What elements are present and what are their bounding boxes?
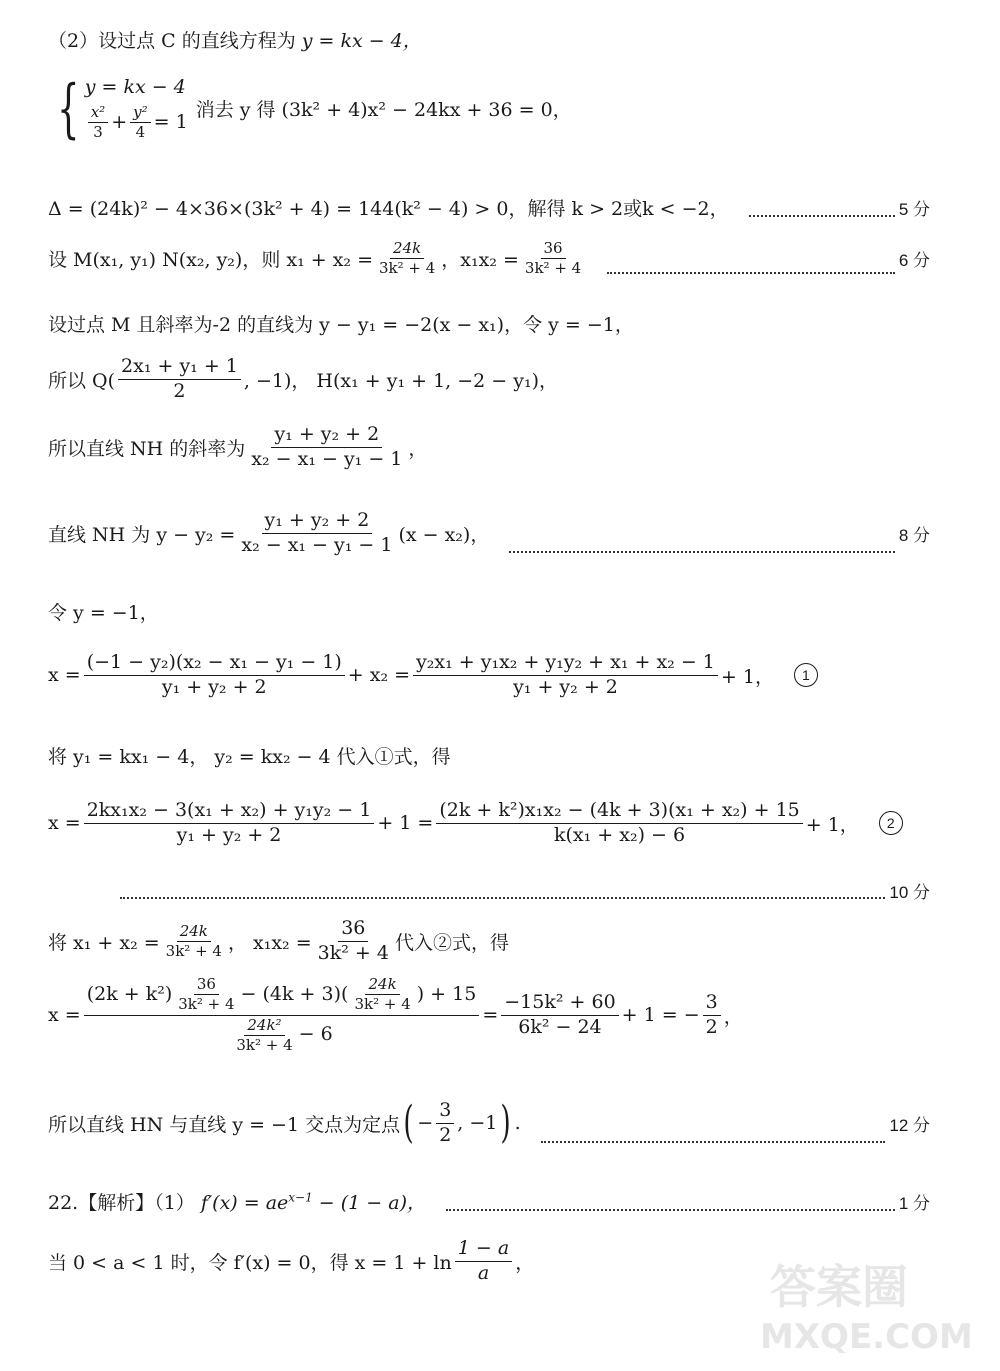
eq3-end: ， [723,1005,743,1028]
equation-2-line [48,800,930,847]
score-10-line [120,878,930,903]
vieta-line [48,240,930,278]
eq2-mid: + 1 = [377,812,434,835]
dotted-leader [446,1209,895,1211]
system-line [48,71,930,146]
score-1: 1 分 [898,1194,930,1213]
vieta-sum-fraction: $\frac{24k}{\text{3k² + 4}}$ [379,239,436,278]
q-prefix: 所以 Q( [48,369,116,392]
last-prefix: 当 0 < a < 1 时，令 f′(x) = 0，得 x = 1 + ln [48,1251,452,1274]
brace-icon: { [57,71,80,146]
question-22-line [48,1188,930,1215]
eq1-fraction-1: $\frac{\text{(−1 − y₂)(x₂ − x₁ − y₁ − 1)}}{\text{y₁ + y₂ + 2}}$ [84,652,345,699]
last-fraction: $\frac{1 - a}{a}$ [455,1238,512,1285]
slope-text: 设过点 M 且斜率为-2 的直线为 y − y₁ = −2(x − x₁)，令 y = −1， [48,314,634,336]
equation-3-line [48,976,930,1054]
system-row-2: $\frac{\text{x²}}{3}$ + $\frac{\text{y²}}{4}$ = 1 [85,104,188,142]
conclusion-fraction: $\frac{3}{2}$ [436,1100,454,1147]
svg-text:答案圈: 答案圈 [770,1260,908,1314]
conclusion-dot: . [514,1112,521,1135]
svg-text:MXQE.COM: MXQE.COM [760,1317,973,1357]
eq2-fraction-1: $\frac{\text{2kx₁x₂ − 3(x₁ + x₂) + y₁y₂ − 1}}{\text{y₁ + y₂ + 2}}$ [84,800,375,847]
slope-line [48,310,930,337]
dotted-leader [749,215,895,217]
nh-line-prefix: 直线 NH 为 y − y₂ = [48,523,236,546]
q22-prefix: 22.【解析】（1） [48,1192,195,1214]
eq1-fraction-2: $\frac{\text{y₂x₁ + y₁x₂ + y₁y₂ + x₁ + x₂ − 1}}{\text{y₁ + y₂ + 2}}$ [413,652,718,699]
score-6: 6 分 [898,251,930,271]
nh-slope-prefix: 所以直线 NH 的斜率为 [48,437,246,460]
eq3-final-fraction: $\frac{3}{2}$ [703,992,721,1039]
eq3-result-fraction: $\frac{\text{−15k² + 60}}{\text{6k² − 24}}$ [501,992,618,1039]
q-fraction: $\frac{\text{2x₁ + y₁ + 1}}{2}$ [118,356,241,403]
intro-equation: y = kx − 4， [301,30,422,52]
dotted-leader [607,272,895,274]
nh-slope-line [48,424,930,471]
subst-1-text: 将 y₁ = kx₁ − 4， y₂ = kx₂ − 4 代入①式，得 [48,746,451,768]
nh-line [48,510,930,557]
circled-one-icon: 1 [794,663,818,687]
conclusion-prefix: 所以直线 HN 与直线 y = −1 交点为定点 [48,1113,401,1136]
q22-equation: $f'(x) = ae^{x-1} - (1 - a)$， [200,1190,426,1214]
subst-2-prefix: 将 x₁ + x₂ = [48,931,160,954]
intro-line [48,26,930,53]
eq1-mid: + x₂ = [347,664,411,687]
nh-slope-fraction: $\frac{\text{y₁ + y₂ + 2}}{\text{x₂ − x₁ − y₁ − 1}}$ [251,423,403,470]
score-5: 5 分 [898,200,930,219]
circled-two-icon: 2 [879,811,903,835]
score-12: 12 分 [889,1115,930,1135]
subst-1-line [48,742,930,769]
subst-2-fraction-1: $\frac{24k}{\text{3k² + 4}}$ [165,921,222,960]
conclusion-minus: − [417,1112,434,1135]
eq3-big-fraction: (2k + k²) $\frac{36}{\text{3k² + 4}}$ − (4k + 3)( $\frac{24k}{\text{3k² + 4}}$ ) + 15 $\frac{\text{24k²}}{\text{3k² + 4}}$ − 6 [84,976,480,1054]
last-suffix: ， [515,1251,535,1274]
watermark-logo [740,1243,990,1363]
score-8: 8 分 [898,525,930,545]
subst-2-mid: ， x₁x₂ = [227,931,312,954]
nh-line-fraction: $\frac{\text{y₁ + y₂ + 2}}{\text{x₂ − x₁ − y₁ − 1}}$ [241,509,393,556]
conclusion-line: 所以直线 HN 与直线 y = −1 交点为定点 ( − $\frac{3}{2}$ , −1 ) . 12 分 [48,1097,930,1149]
eq3-x: x = [48,1004,81,1026]
score-10: 10 分 [889,883,930,902]
equation-1-line [48,652,930,699]
eq2-end: + 1， [805,813,859,836]
subst-2-line [48,918,930,965]
let-y-line [48,598,930,625]
conclusion-tail: , −1 [457,1112,498,1135]
eq1-end: + 1， [720,665,774,688]
eq1-x: x = [48,664,81,687]
q-suffix: , −1)， H(x₁ + y₁ + 1, −2 − y₁)， [243,369,559,392]
system-elimination: 消去 y 得 (3k² + 4)x² − 24kx + 36 = 0， [195,99,572,122]
dotted-leader [509,551,894,553]
dotted-leader [120,897,885,899]
eq3-mid: + 1 = − [621,1004,700,1026]
vieta-mid: ，x₁x₂ = [441,249,519,272]
eq2-fraction-2: $\frac{\text{(2k + k²)x₁x₂ − (4k + 3)(x₁ + x₂) + 15}}{\text{k(x₁ + x₂) − 6}}$ [436,800,802,847]
dotted-leader [541,1141,886,1143]
nh-slope-suffix: ， [408,437,428,460]
eq3-equals: = [482,1004,499,1026]
vieta-product-fraction: $\frac{36}{\text{3k² + 4}}$ [524,239,582,278]
vieta-prefix: 设 M(x₁, y₁) N(x₂, y₂)，则 x₁ + x₂ = [48,249,373,272]
q-point-line [48,356,930,403]
subst-2-fraction-2: $\frac{36}{\text{3k² + 4}}$ [317,917,389,964]
eq2-x: x = [48,812,81,835]
equation-system [48,71,188,146]
system-row-1: y = kx − 4 [84,76,186,98]
nh-line-suffix: (x − x₂)， [398,523,490,546]
let-y-text: 令 y = −1， [48,602,159,624]
delta-text: Δ = (24k)² − 4×36×(3k² + 4) = 144(k² − 4) > 0，解得 k > 2或k < −2， [48,198,729,220]
intro-label: （2）设过点 C 的直线方程为 [48,30,296,52]
delta-line [48,194,930,221]
subst-2-suffix: 代入②式，得 [394,931,509,954]
